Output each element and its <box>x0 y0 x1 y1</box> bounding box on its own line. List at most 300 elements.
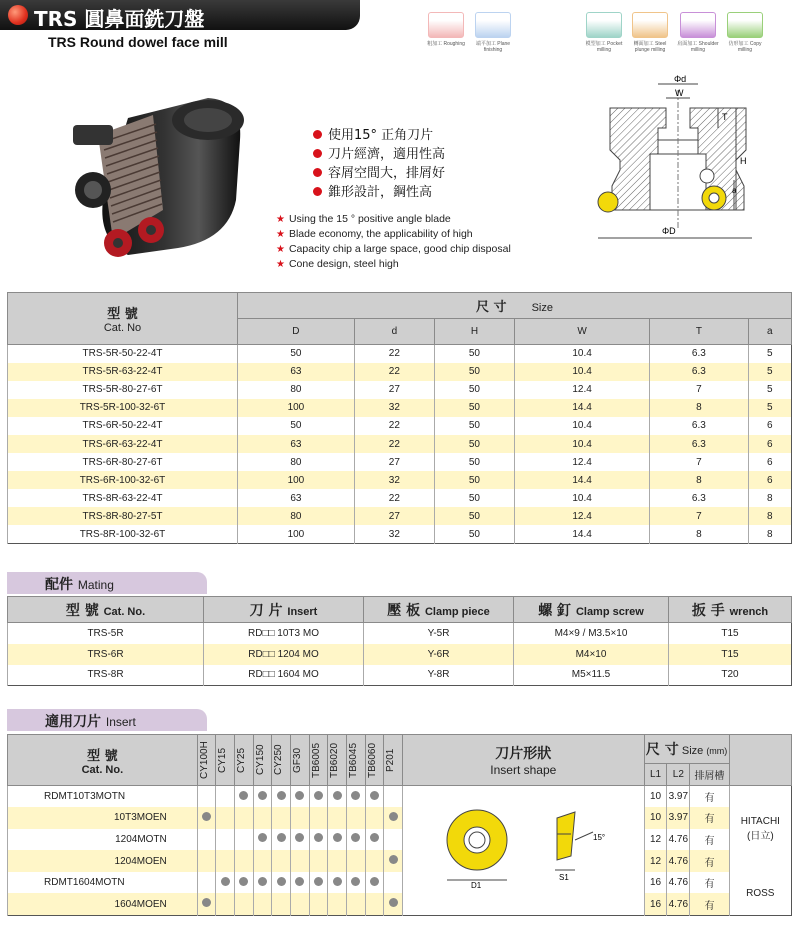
table-cell: Y-5R <box>364 623 514 644</box>
grade-cell <box>253 807 272 829</box>
grade-cell <box>384 786 403 808</box>
size-subheader: 排屑槽 <box>690 763 729 785</box>
table-cell: Y-8R <box>364 665 514 686</box>
table-cell: TRS-5R-50-22-4T <box>8 345 238 363</box>
availability-dot-icon <box>389 855 398 864</box>
grade-header: TB6020 <box>328 735 347 786</box>
table-cell: 12.4 <box>514 453 649 471</box>
table-cell: 50 <box>434 345 514 363</box>
table-cell: 80 <box>238 507 355 525</box>
table-row <box>8 872 792 894</box>
table-cell: 16 <box>644 872 667 894</box>
availability-dot-icon <box>221 877 230 886</box>
table-cell: T15 <box>669 623 792 644</box>
grade-cell <box>309 829 328 851</box>
grade-cell <box>197 872 216 894</box>
insert-name: 1204MOTN <box>8 829 198 851</box>
table-cell: 3.97 <box>667 807 690 829</box>
insert-name: 10T3MOEN <box>8 807 198 829</box>
table-cell: 12 <box>644 850 667 872</box>
availability-dot-icon <box>314 877 323 886</box>
table-cell: 8 <box>748 525 791 543</box>
table-cell: 4.76 <box>667 893 690 915</box>
table-cell: Y-6R <box>364 644 514 665</box>
table-cell: 63 <box>238 435 355 453</box>
grade-header: CY15 <box>216 735 235 786</box>
table-cell: 16 <box>644 893 667 915</box>
grade-cell <box>253 850 272 872</box>
table-row <box>8 363 792 381</box>
page-subtitle: TRS Round dowel face mill <box>48 34 228 50</box>
size-table-model-header: 型 號 Cat. No <box>8 293 238 345</box>
table-cell: 22 <box>354 489 434 507</box>
availability-dot-icon <box>351 791 360 800</box>
table-cell: M5×11.5 <box>514 665 669 686</box>
table-cell: 50 <box>434 399 514 417</box>
table-cell: 22 <box>354 435 434 453</box>
table-cell: 6 <box>748 453 791 471</box>
table-cell: 32 <box>354 399 434 417</box>
table-cell: 6.3 <box>650 435 748 453</box>
table-cell: 6.3 <box>650 489 748 507</box>
availability-dot-icon <box>239 877 248 886</box>
table-cell: 50 <box>238 345 355 363</box>
table-cell: 100 <box>238 525 355 543</box>
table-cell: 10.4 <box>514 435 649 453</box>
size-column-header: d <box>354 319 434 345</box>
feature-en-item: ★ Blade economy, the applicability of high <box>276 228 473 240</box>
dim-phi-D: ΦD <box>662 226 676 236</box>
feature-en-item: ★ Using the 15 ° positive angle blade <box>276 213 451 225</box>
dim-phi-d: Φd <box>674 74 687 84</box>
grade-cell <box>328 786 347 808</box>
insert-shape-header: 刀片形狀 Insert shape <box>402 735 644 786</box>
availability-dot-icon <box>333 791 342 800</box>
size-column-header: a <box>748 319 791 345</box>
table-cell: 63 <box>238 363 355 381</box>
dim-t: T <box>722 112 728 122</box>
size-subheader: L2 <box>667 763 690 785</box>
grade-cell <box>235 829 254 851</box>
grade-cell <box>347 807 366 829</box>
grade-cell <box>272 850 291 872</box>
grade-cell <box>216 893 235 915</box>
grade-cell <box>365 850 384 872</box>
dim-h: H <box>740 156 747 166</box>
mating-column-header: 扳 手 wrench <box>669 597 792 623</box>
grade-cell <box>347 850 366 872</box>
table-row <box>8 665 792 686</box>
grade-cell <box>291 807 310 829</box>
grade-cell <box>253 829 272 851</box>
grade-cell <box>197 786 216 808</box>
insert-shape-drawing <box>407 794 639 904</box>
table-cell: 有 <box>690 893 729 915</box>
table-cell: 32 <box>354 471 434 489</box>
table-cell: 12 <box>644 829 667 851</box>
table-cell: 10.4 <box>514 489 649 507</box>
table-cell: 22 <box>354 363 434 381</box>
table-cell: 6 <box>748 471 791 489</box>
table-row <box>8 786 792 808</box>
grade-cell <box>272 872 291 894</box>
grade-cell <box>235 786 254 808</box>
operation-icon <box>727 12 763 38</box>
grade-cell <box>309 807 328 829</box>
table-cell: 6.3 <box>650 363 748 381</box>
grade-header: GF30 <box>291 735 310 786</box>
grade-cell <box>272 807 291 829</box>
operation-label: 粗加工 Roughing <box>427 41 465 47</box>
grade-cell <box>365 893 384 915</box>
table-cell: 8 <box>650 399 748 417</box>
size-column-header: D <box>238 319 355 345</box>
table-row <box>8 435 792 453</box>
grade-cell <box>328 850 347 872</box>
table-row <box>8 489 792 507</box>
table-cell: 8 <box>748 489 791 507</box>
grade-cell <box>272 893 291 915</box>
table-cell: 50 <box>434 471 514 489</box>
table-cell: 80 <box>238 453 355 471</box>
mating-table <box>7 596 792 686</box>
grade-cell <box>365 786 384 808</box>
grade-cell <box>384 893 403 915</box>
availability-dot-icon <box>333 877 342 886</box>
availability-dot-icon <box>295 833 304 842</box>
size-column-header: W <box>514 319 649 345</box>
grade-header: CY100H <box>197 735 216 786</box>
feature-zh-item: 刀片經濟，適用性高 <box>313 145 445 164</box>
operation-label: 肩面加工 Shoulder milling <box>677 41 719 53</box>
grade-cell <box>291 829 310 851</box>
feature-zh-item: 使用15° 正角刀片 <box>313 126 445 145</box>
shape-label-s1: S1 <box>559 872 570 882</box>
header-bullet-icon <box>8 5 28 25</box>
grade-cell <box>253 872 272 894</box>
availability-dot-icon <box>295 877 304 886</box>
grade-cell <box>365 829 384 851</box>
table-cell: 50 <box>434 363 514 381</box>
availability-dot-icon <box>389 898 398 907</box>
operation-icon <box>680 12 716 38</box>
operation-label: 模型加工 Pocket milling <box>585 41 623 53</box>
table-cell: 50 <box>434 525 514 543</box>
table-cell: TRS-8R-100-32-6T <box>8 525 238 543</box>
availability-dot-icon <box>370 833 379 842</box>
grade-header: P201 <box>384 735 403 786</box>
grade-cell <box>309 893 328 915</box>
feature-en-item: ★ Capacity chip a large space, good chip disposal <box>276 243 511 255</box>
grade-cell <box>197 893 216 915</box>
table-cell: 5 <box>748 381 791 399</box>
table-cell: 50 <box>238 417 355 435</box>
operation-icon <box>475 12 511 38</box>
availability-dot-icon <box>295 791 304 800</box>
table-cell: 4.76 <box>667 829 690 851</box>
table-cell: M4×10 <box>514 644 669 665</box>
insert-name: 1604MOEN <box>8 893 198 915</box>
table-cell: 6.3 <box>650 345 748 363</box>
table-cell: 14.4 <box>514 525 649 543</box>
feature-zh-item: 錐形設計，鋼性高 <box>313 183 445 202</box>
table-cell: 50 <box>434 507 514 525</box>
table-cell: 50 <box>434 417 514 435</box>
mating-column-header: 型 號 Cat. No. <box>8 597 204 623</box>
table-cell: 有 <box>690 850 729 872</box>
grade-cell <box>328 872 347 894</box>
page-title: TRS 圓鼻面銑刀盤 <box>34 7 205 31</box>
availability-dot-icon <box>258 791 267 800</box>
operation-label: 仿形加工 Copy milling <box>728 41 762 53</box>
grade-cell <box>347 786 366 808</box>
grade-cell <box>328 893 347 915</box>
table-row <box>8 381 792 399</box>
grade-cell <box>291 850 310 872</box>
grade-cell <box>235 872 254 894</box>
grade-cell <box>347 872 366 894</box>
table-cell: 10.4 <box>514 363 649 381</box>
grade-cell <box>347 829 366 851</box>
mating-column-header: 刀 片 Insert <box>204 597 364 623</box>
grade-cell <box>291 893 310 915</box>
table-cell: 8 <box>650 471 748 489</box>
table-cell: 10 <box>644 807 667 829</box>
table-row <box>8 644 792 665</box>
table-cell: 8 <box>650 525 748 543</box>
size-table-size-header: 尺 寸 Size <box>238 293 792 319</box>
table-cell: 80 <box>238 381 355 399</box>
insert-size-header: 尺 寸 Size (mm) <box>644 735 729 764</box>
maker-header <box>729 735 791 786</box>
grade-cell <box>216 829 235 851</box>
table-row <box>8 525 792 543</box>
availability-dot-icon <box>277 877 286 886</box>
availability-dot-icon <box>351 877 360 886</box>
table-cell: 12.4 <box>514 381 649 399</box>
maker-cell-hitachi: HITACHI (日立) <box>729 786 791 872</box>
grade-cell <box>309 850 328 872</box>
table-cell: TRS-6R-100-32-6T <box>8 471 238 489</box>
table-cell: 14.4 <box>514 471 649 489</box>
table-cell: 有 <box>690 786 729 808</box>
grade-cell <box>384 829 403 851</box>
table-cell: 10.4 <box>514 345 649 363</box>
grade-cell <box>309 786 328 808</box>
insert-table <box>7 734 792 916</box>
table-cell: TRS-6R-63-22-4T <box>8 435 238 453</box>
mating-tab: 配件 Mating <box>7 572 207 594</box>
grade-header: TB6005 <box>309 735 328 786</box>
table-cell: 5 <box>748 345 791 363</box>
grade-cell <box>384 872 403 894</box>
shape-label-angle: 15° <box>593 832 606 842</box>
grade-cell <box>253 786 272 808</box>
grade-cell <box>328 829 347 851</box>
table-cell: 50 <box>434 453 514 471</box>
table-cell: 8 <box>748 507 791 525</box>
grade-cell <box>291 872 310 894</box>
insert-name: RDMT10T3MOTN <box>8 786 198 808</box>
insert-name: RDMT1604MOTN <box>8 872 198 894</box>
grade-cell <box>235 893 254 915</box>
table-cell: 22 <box>354 417 434 435</box>
availability-dot-icon <box>370 877 379 886</box>
grade-cell <box>272 786 291 808</box>
table-cell: TRS-6R-50-22-4T <box>8 417 238 435</box>
table-row <box>8 507 792 525</box>
grade-cell <box>384 807 403 829</box>
grade-cell <box>253 893 272 915</box>
dim-w: W <box>675 88 684 98</box>
table-row <box>8 453 792 471</box>
grade-header: CY25 <box>235 735 254 786</box>
shape-label-d1: D1 <box>471 880 482 890</box>
table-cell: 有 <box>690 872 729 894</box>
table-cell: 有 <box>690 829 729 851</box>
availability-dot-icon <box>258 877 267 886</box>
table-cell: 27 <box>354 381 434 399</box>
table-cell: 32 <box>354 525 434 543</box>
dimension-drawing <box>592 70 792 248</box>
table-cell: T20 <box>669 665 792 686</box>
insert-tab: 適用刀片 Insert <box>7 709 207 731</box>
grade-cell <box>197 829 216 851</box>
table-row <box>8 623 792 644</box>
availability-dot-icon <box>239 791 248 800</box>
insert-model-header: 型 號 Cat. No. <box>8 735 198 786</box>
availability-dot-icon <box>258 833 267 842</box>
table-cell: 6.3 <box>650 417 748 435</box>
size-table <box>7 292 792 544</box>
table-cell: RD□□ 10T3 MO <box>204 623 364 644</box>
grade-header: CY250 <box>272 735 291 786</box>
size-column-header: H <box>434 319 514 345</box>
table-cell: 100 <box>238 471 355 489</box>
table-cell: RD□□ 1204 MO <box>204 644 364 665</box>
availability-dot-icon <box>314 833 323 842</box>
feature-zh-item: 容屑空間大，排屑好 <box>313 164 445 183</box>
table-cell: 22 <box>354 345 434 363</box>
grade-cell <box>197 807 216 829</box>
table-cell: 7 <box>650 507 748 525</box>
dim-a: a <box>732 186 737 195</box>
operation-icon <box>632 12 668 38</box>
table-cell: RD□□ 1604 MO <box>204 665 364 686</box>
availability-dot-icon <box>333 833 342 842</box>
operation-label: 端平加工 Plane finishing <box>475 41 511 53</box>
table-cell: 10.4 <box>514 417 649 435</box>
grade-cell <box>291 786 310 808</box>
grade-header: TB6060 <box>365 735 384 786</box>
operation-icon <box>586 12 622 38</box>
table-cell: 4.76 <box>667 872 690 894</box>
table-cell: TRS-8R <box>8 665 204 686</box>
table-cell: 63 <box>238 489 355 507</box>
table-cell: 7 <box>650 381 748 399</box>
mating-column-header: 螺 釘 Clamp screw <box>514 597 669 623</box>
face-mill-photo <box>58 80 258 270</box>
table-cell: 7 <box>650 453 748 471</box>
table-row <box>8 807 792 829</box>
table-cell: 6 <box>748 435 791 453</box>
grade-cell <box>347 893 366 915</box>
insert-name: 1204MOEN <box>8 850 198 872</box>
grade-cell <box>216 850 235 872</box>
table-cell: 有 <box>690 807 729 829</box>
insert-shape-cell <box>402 786 644 916</box>
grade-cell <box>272 829 291 851</box>
grade-cell <box>216 786 235 808</box>
size-column-header: T <box>650 319 748 345</box>
table-row <box>8 829 792 851</box>
grade-cell <box>309 872 328 894</box>
availability-dot-icon <box>277 791 286 800</box>
table-row <box>8 471 792 489</box>
availability-dot-icon <box>314 791 323 800</box>
operation-label: 轉面加工 Steel plunge milling <box>633 41 667 53</box>
table-cell: 50 <box>434 435 514 453</box>
table-cell: 50 <box>434 381 514 399</box>
features-zh <box>313 126 445 202</box>
table-cell: 10 <box>644 786 667 808</box>
table-cell: TRS-8R-80-27-5T <box>8 507 238 525</box>
table-cell: 27 <box>354 507 434 525</box>
table-cell: 27 <box>354 453 434 471</box>
table-cell: 3.97 <box>667 786 690 808</box>
grade-header: TB6045 <box>347 735 366 786</box>
table-row <box>8 850 792 872</box>
table-cell: TRS-5R-63-22-4T <box>8 363 238 381</box>
mating-column-header: 壓 板 Clamp piece <box>364 597 514 623</box>
table-cell: 50 <box>434 489 514 507</box>
table-row <box>8 417 792 435</box>
grade-cell <box>216 807 235 829</box>
grade-cell <box>384 850 403 872</box>
operation-icon <box>428 12 464 38</box>
table-row <box>8 345 792 363</box>
table-cell: TRS-5R <box>8 623 204 644</box>
availability-dot-icon <box>389 812 398 821</box>
table-cell: TRS-6R <box>8 644 204 665</box>
table-cell: M4×9 / M3.5×10 <box>514 623 669 644</box>
grade-cell <box>365 872 384 894</box>
grade-cell <box>216 872 235 894</box>
features-en <box>276 212 511 272</box>
table-cell: TRS-5R-80-27-6T <box>8 381 238 399</box>
grade-cell <box>235 807 254 829</box>
availability-dot-icon <box>277 833 286 842</box>
table-row <box>8 399 792 417</box>
table-cell: 5 <box>748 363 791 381</box>
availability-dot-icon <box>351 833 360 842</box>
table-cell: 100 <box>238 399 355 417</box>
maker-cell-ross: ROSS <box>729 872 791 915</box>
table-cell: 6 <box>748 417 791 435</box>
table-cell: TRS-8R-63-22-4T <box>8 489 238 507</box>
table-cell: 5 <box>748 399 791 417</box>
grade-header: CY150 <box>253 735 272 786</box>
availability-dot-icon <box>202 812 211 821</box>
table-cell: 12.4 <box>514 507 649 525</box>
table-cell: T15 <box>669 644 792 665</box>
size-subheader: L1 <box>644 763 667 785</box>
grade-cell <box>197 850 216 872</box>
feature-en-item: ★ Cone design, steel high <box>276 258 399 270</box>
grade-cell <box>328 807 347 829</box>
grade-cell <box>365 807 384 829</box>
table-cell: 4.76 <box>667 850 690 872</box>
